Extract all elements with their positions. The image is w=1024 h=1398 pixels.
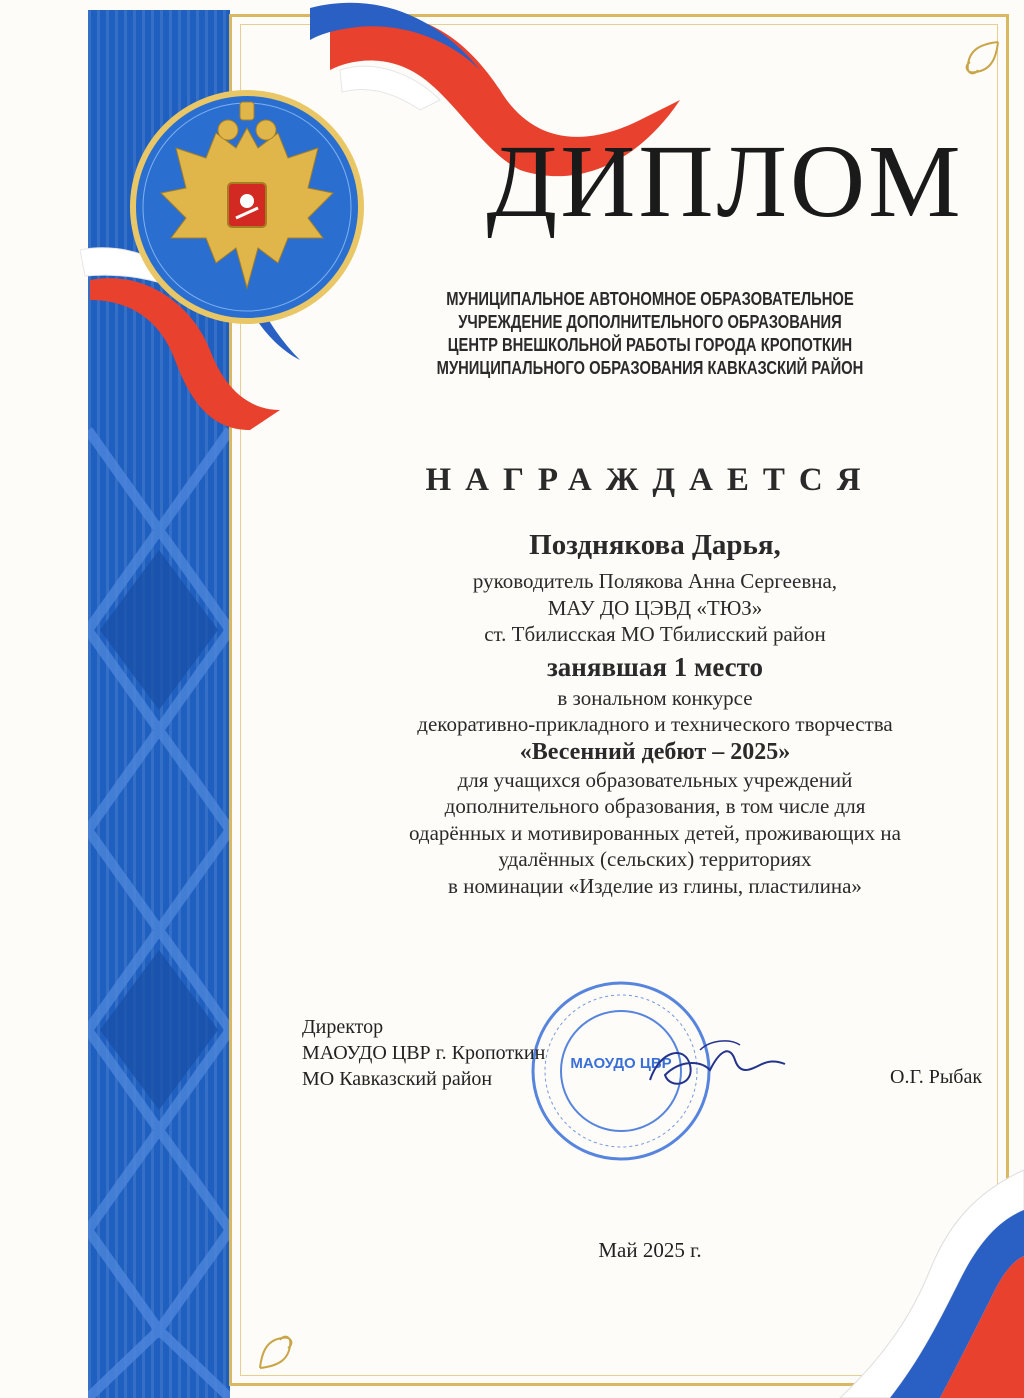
contest-intro-line: в зональном конкурсе [557, 685, 753, 710]
recipient-name: Позднякова Дарья, [529, 529, 781, 561]
organization-line: УЧРЕЖДЕНИЕ ДОПОЛНИТЕЛЬНОГО ОБРАЗОВАНИЯ [458, 312, 842, 332]
institution-line: МАУ ДО ЦЭВД «ТЮЗ» [547, 595, 763, 620]
coat-of-arms-emblem [128, 88, 366, 326]
organization-name [363, 288, 937, 380]
audience-line: дополнительного образования, в том числе для [444, 794, 866, 818]
audience-line: для учащихся образовательных учреждений [457, 767, 853, 792]
audience-line: удалённых (сельских) территориях [498, 847, 812, 871]
organization-line: ЦЕНТР ВНЕШКОЛЬНОЙ РАБОТЫ ГОРОДА КРОПОТКИН [447, 335, 853, 355]
nomination-line: в номинации «Изделие из глины, пластилина» [448, 873, 862, 898]
contest-name: «Весенний дебют – 2025» [519, 738, 791, 765]
supervisor-line: руководитель Полякова Анна Сергеевна, [472, 569, 838, 593]
issue-date: Май 2025 г. [598, 1238, 702, 1262]
award-body [300, 528, 1010, 899]
organization-line: МУНИЦИПАЛЬНОГО ОБРАЗОВАНИЯ КАВКАЗСКИЙ РАЙОН [436, 358, 864, 378]
signatory-line: Директор [302, 1016, 384, 1038]
signatory-name: О.Г. Рыбак [890, 1066, 983, 1088]
audience-line: одарённых и мотивированных детей, проживающих на [409, 820, 901, 845]
signatory-line: МАОУДО ЦВР г. Кропоткин [302, 1042, 546, 1064]
corner-flourish-bottom-left [258, 1310, 318, 1370]
stamp-label: МАОУДО ЦВР [570, 1055, 672, 1072]
signatory-block [302, 1014, 545, 1092]
handwritten-signature [640, 1030, 790, 1100]
contest-intro-line: декоративно-прикладного и технического творчества [417, 712, 893, 736]
corner-flourish-top-right [940, 40, 1000, 100]
locality-line: ст. Тбилисская МО Тбилисский район [484, 622, 826, 646]
tricolor-ribbon-bottom [780, 1160, 1024, 1398]
place-line: занявшая 1 место [546, 651, 764, 682]
awarded-heading: НАГРАЖДАЕТСЯ [425, 462, 875, 498]
organization-line: МУНИЦИПАЛЬНОЕ АВТОНОМНОЕ ОБРАЗОВАТЕЛЬНОЕ [446, 289, 854, 309]
diploma-title: ДИПЛОМ [486, 124, 964, 239]
signatory-line: МО Кавказский район [302, 1068, 493, 1090]
